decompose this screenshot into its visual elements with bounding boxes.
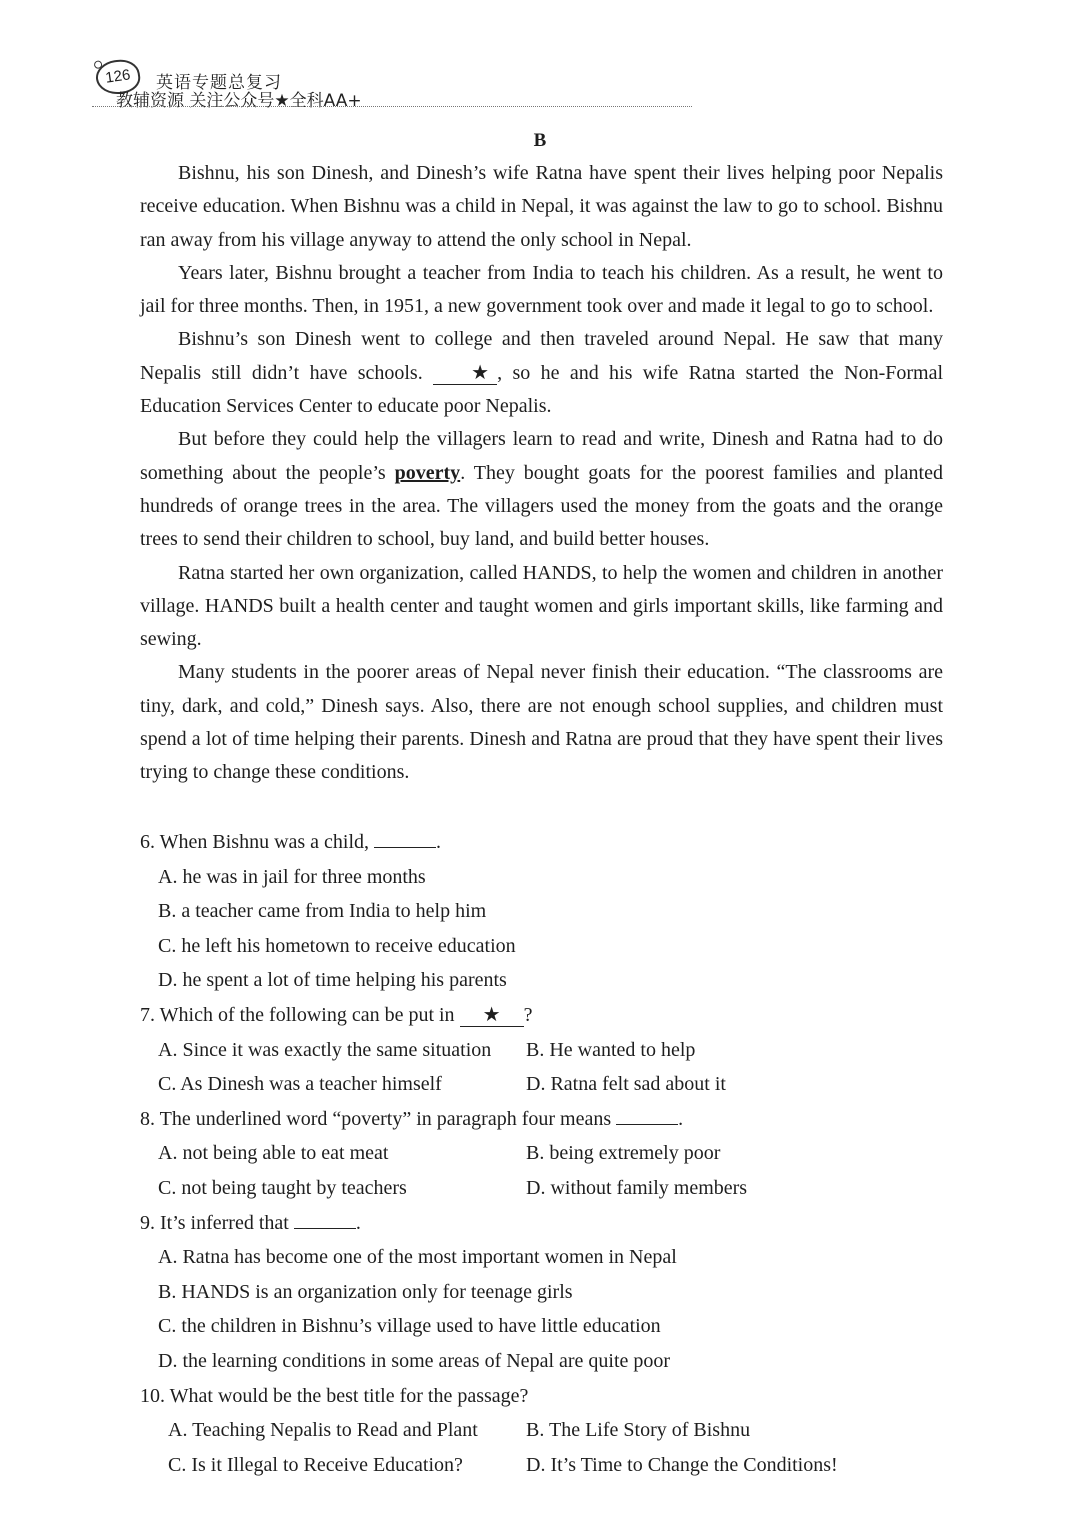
stem-end: . — [678, 1107, 684, 1130]
option-c: C. not being taught by teachers — [158, 1176, 407, 1199]
question-10 — [140, 1379, 960, 1483]
paragraph-4-after: . They bought goats for the poorest families and planted hundreds of orange trees in the area. The villagers used the money from the goats and the orange trees to send their children to school, buy land, and build better houses. — [140, 461, 943, 551]
option-row — [140, 1136, 960, 1171]
question-7 — [140, 998, 960, 1102]
paragraph-3 — [140, 323, 943, 423]
answer-blank — [374, 829, 436, 848]
stem-text: 8. The underlined word “poverty” in paragraph four means — [140, 1107, 617, 1130]
stem-text: 6. When Bishnu was a child, — [140, 831, 375, 853]
reading-passage — [140, 157, 943, 790]
option-c: C. Is it Illegal to Receive Education? — [168, 1453, 463, 1476]
paragraph-1: Bishnu, his son Dinesh, and Dinesh’s wife Ratna have spent their lives helping poor Nepalis receive education. When Bishnu was a child in Nepal, it was against the law to go to school. Bishnu ran away from his village anyway to attend the only school in Nepal. — [140, 162, 943, 251]
option-d: D. Ratna felt sad about it — [526, 1073, 726, 1096]
page-number: 126 — [104, 66, 132, 87]
stem-end: . — [436, 831, 442, 853]
option-b: B. a teacher came from India to help him — [158, 900, 487, 923]
option-a: A. he was in jail for three months — [158, 865, 426, 888]
answer-blank — [294, 1210, 356, 1229]
stem-end: ? — [523, 1003, 533, 1026]
option-b: B. The Life Story of Bishnu — [526, 1419, 751, 1442]
question-9 — [140, 1206, 960, 1379]
option-b: B. being extremely poor — [526, 1142, 721, 1165]
option-a: A. Teaching Nepalis to Read and Plant — [168, 1419, 478, 1442]
stem-text: 9. It’s inferred that — [140, 1211, 294, 1234]
question-stem — [140, 1102, 960, 1137]
paragraph-2: Years later, Bishnu brought a teacher from India to teach his children. As a result, he went to jail for three months. Then, in 1951, a new government took over and made it legal to go to school. — [140, 261, 943, 318]
question-stem — [140, 1206, 960, 1241]
book-title: 英语专题总复习 — [156, 73, 282, 93]
paragraph-3-before: Bishnu’s son Dinesh went to college and then traveled around Nepal. He saw that many Nepalis still didn’t have schools. — [140, 328, 943, 384]
stem-end: . — [355, 1211, 361, 1234]
question-8 — [140, 1102, 960, 1206]
star-blank: ★ — [460, 1004, 524, 1027]
underlined-word: poverty — [394, 461, 461, 484]
option-c: C. As Dinesh was a teacher himself — [158, 1073, 442, 1096]
section-title: B — [533, 130, 547, 151]
option-row — [140, 1413, 960, 1448]
paragraph-3-after: , so he and his wife Ratna started the Non-Formal Education Services Center to educate poor Nepalis. — [140, 361, 943, 418]
option-row — [140, 1448, 960, 1483]
option-a: A. Since it was exactly the same situation — [158, 1038, 492, 1061]
option-a: A. Ratna has become one of the most important women in Nepal — [158, 1246, 677, 1269]
paragraph-5: Ratna started her own organization, called HANDS, to help the women and children in another village. HANDS built a health center and taught women and girls important skills, like farming and sewing. — [140, 561, 943, 651]
watermark-text: 教辅资源 关注公众号★全科AA+ — [116, 91, 362, 111]
paragraph-4 — [140, 423, 943, 556]
option-a: A. not being able to eat meat — [158, 1142, 389, 1165]
answer-blank — [616, 1106, 678, 1125]
question-stem — [140, 998, 960, 1033]
page-header — [92, 56, 792, 111]
option-d: D. It’s Time to Change the Conditions! — [526, 1453, 838, 1476]
option-row — [140, 1171, 960, 1206]
header-divider — [92, 106, 692, 107]
option-b: B. He wanted to help — [526, 1038, 696, 1061]
option-d: D. the learning conditions in some areas of Nepal are quite poor — [158, 1349, 671, 1372]
paragraph-4-before: But before they could help the villagers learn to read and write, Dinesh and Ratna had to do something about the people’s — [140, 428, 943, 484]
question-list — [140, 825, 960, 1482]
badge-dot-icon — [94, 60, 103, 69]
option-c: C. he left his hometown to receive education — [158, 934, 516, 957]
option-row — [140, 1033, 960, 1068]
paragraph-6: Many students in the poorer areas of Nepal never finish their education. “The classrooms are tiny, dark, and cold,” Dinesh says. Also, there are not enough school supplies, and children must spend a lot of time helping their parents. Dinesh and Ratna are proud that they have spent their lives trying to change these conditions. — [140, 661, 943, 784]
option-row — [140, 1067, 960, 1102]
question-6 — [140, 825, 960, 998]
option-d: D. without family members — [526, 1176, 748, 1199]
star-blank: ★ — [433, 362, 497, 385]
option-d: D. he spent a lot of time helping his parents — [158, 969, 507, 992]
stem-text: 7. Which of the following can be put in — [140, 1003, 460, 1026]
question-stem: 10. What would be the best title for the passage? — [140, 1384, 529, 1407]
option-c: C. the children in Bishnu’s village used to have little education — [158, 1315, 661, 1338]
option-b: B. HANDS is an organization only for teenage girls — [158, 1280, 573, 1303]
question-stem — [140, 825, 960, 860]
